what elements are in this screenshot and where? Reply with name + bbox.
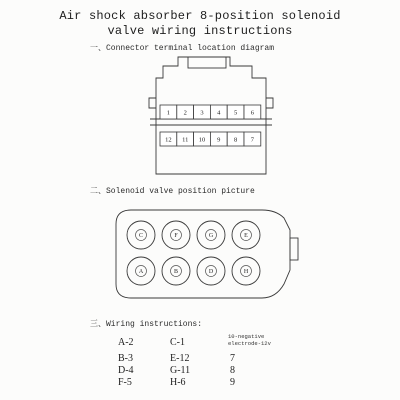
wiring-9: 9: [230, 377, 235, 388]
title-line-2: valve wiring instructions: [107, 24, 293, 38]
valve-label-B: B: [173, 269, 179, 276]
wiring-a2: A-2: [118, 337, 134, 348]
wiring-7: 7: [230, 353, 235, 364]
wiring-d4: D-4: [118, 365, 134, 376]
wiring-f5: F-5: [118, 377, 132, 388]
terminal-label-5: 5: [233, 109, 238, 117]
connector-bottom-row: [160, 132, 261, 146]
terminal-label-4: 4: [217, 109, 221, 117]
wiring-8: 8: [230, 365, 235, 376]
negative-electrode-note: 10-negative electrode-12v: [228, 333, 271, 347]
valve-label-H: H: [243, 269, 249, 276]
terminal-label-2: 2: [183, 109, 187, 117]
valve-label-A: A: [138, 269, 144, 276]
terminal-label-9: 9: [217, 136, 221, 144]
terminal-label-7: 7: [250, 136, 255, 144]
terminal-label-1: 1: [166, 109, 171, 117]
terminal-label-6: 6: [250, 109, 255, 117]
connector-heading: 一、Connector terminal location diagram: [90, 44, 275, 53]
valve-label-C: C: [138, 233, 144, 240]
valve-label-G: G: [208, 233, 214, 240]
wiring-c1: C-1: [170, 337, 185, 348]
terminal-label-3: 3: [200, 109, 204, 117]
terminal-label-12: 12: [165, 136, 172, 144]
valve-label-D: D: [208, 269, 214, 276]
valve-label-F: F: [174, 233, 178, 240]
wiring-b3: B-3: [118, 353, 133, 364]
wiring-h6: H-6: [170, 377, 186, 388]
terminal-label-8: 8: [233, 136, 238, 144]
valve-label-E: E: [244, 233, 248, 240]
valve-bottom-row: [127, 257, 260, 285]
terminal-label-10: 10: [198, 136, 206, 144]
wiring-heading: 三、Wiring instructions:: [90, 320, 203, 329]
connector-top-row: [160, 105, 261, 119]
valve-block-port: [290, 238, 298, 260]
connector-latch: [188, 57, 226, 68]
valve-heading: 二、Solenoid valve position picture: [90, 187, 255, 196]
title-line-1: Air shock absorber 8-position solenoid: [59, 9, 341, 23]
wiring-g11: G-11: [170, 365, 191, 376]
valve-top-row: [127, 221, 260, 249]
wiring-e12: E-12: [170, 353, 190, 364]
terminal-label-11: 11: [182, 136, 189, 144]
